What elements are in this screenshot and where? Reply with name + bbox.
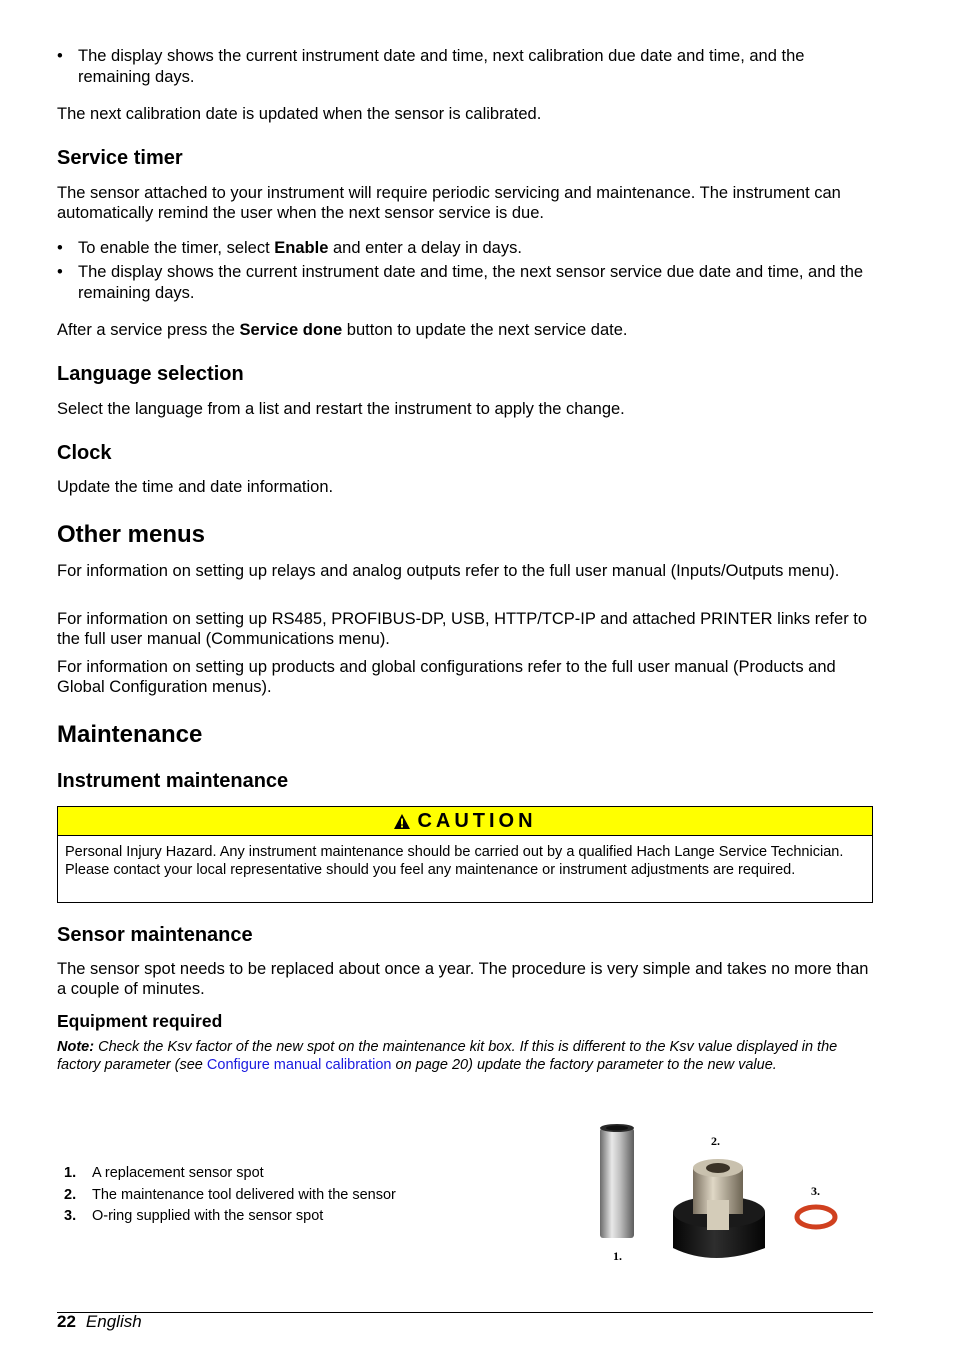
service-timer-paragraph: The sensor attached to your instrument will require periodic servicing and maintenance. The instrument can automatically remind the user when the next sensor service is due.: [57, 184, 841, 222]
paragraph-text: After a service press the: [57, 321, 240, 339]
instrument-maintenance-heading: Instrument maintenance: [57, 770, 289, 792]
sensor-spot-cylinder-shape: [600, 1124, 634, 1238]
equipment-required-heading: Equipment required: [57, 1011, 223, 1031]
note-text: Check the Ksv factor of the new spot on the maintenance kit box. If this is different to the Ksv value displayed in the factory parameter (see: [57, 1039, 838, 1073]
note-label: Note:: [57, 1039, 95, 1055]
service-done-paragraph: [57, 320, 873, 340]
list-item: • The display shows the current instrument date and time, the next sensor service due date and time, and the remaining days.: [57, 262, 873, 304]
equipment-list: [57, 1163, 517, 1228]
footer-divider: [57, 1312, 873, 1313]
bullet-text: and enter a delay in days.: [328, 239, 522, 257]
calibration-bullet-list: [57, 46, 873, 88]
o-ring-shape: [797, 1207, 835, 1227]
item-text: A replacement sensor spot: [92, 1165, 264, 1181]
caution-text: Personal Injury Hazard. Any instrument maintenance should be carried out by a qualified Hach Lange Service Technician. Please contact your local representative should you feel any maintenance or instrument adjustments are required.: [65, 844, 844, 878]
configure-manual-calibration-link[interactable]: Configure manual calibration: [206, 1057, 392, 1073]
list-item: [57, 1206, 517, 1228]
note-text: on page 20) update the factory parameter to the new value.: [391, 1057, 777, 1073]
service-done-term: Service done: [239, 321, 343, 339]
maintenance-heading: Maintenance: [57, 721, 203, 748]
note-paragraph: [57, 1038, 873, 1074]
item-number: 1.: [64, 1165, 77, 1181]
page-number: 22: [57, 1312, 76, 1331]
sensor-maintenance-heading: Sensor maintenance: [57, 924, 253, 946]
list-item: • The display shows the current instrument date and time, next calibration due date and time, and the remaining days.: [57, 46, 873, 88]
figure-label-1: 1.: [613, 1249, 622, 1263]
other-menus-heading: Other menus: [57, 521, 206, 548]
clock-heading: Clock: [57, 442, 112, 464]
sensor-maintenance-paragraph: The sensor spot needs to be replaced about once a year. The procedure is very simple and takes no more than a couple of minutes.: [57, 960, 869, 998]
list-item: [57, 1163, 517, 1185]
equipment-figure: [593, 1120, 850, 1272]
caution-label: CAUTION: [417, 809, 537, 832]
enable-term: Enable: [274, 239, 329, 257]
other-menus-paragraph-1: For information on setting up relays and analog outputs refer to the full user manual (Inputs/Outputs menu).: [57, 562, 840, 580]
item-text: O-ring supplied with the sensor spot: [92, 1208, 324, 1224]
service-timer-bullet-list: [57, 238, 873, 304]
figure-label-2: 2.: [711, 1134, 720, 1148]
list-item: [57, 238, 873, 259]
paragraph-text: button to update the next service date.: [342, 321, 628, 339]
bullet-text: To enable the timer, select: [78, 239, 275, 257]
language-selection-heading: Language selection: [57, 363, 244, 385]
caution-header: [58, 807, 872, 836]
warning-triangle-icon: [393, 813, 411, 830]
caution-box: [57, 806, 873, 903]
calibration-update-paragraph: The next calibration date is updated when the sensor is calibrated.: [57, 105, 542, 123]
equipment-illustration: [593, 1120, 850, 1272]
language-selection-paragraph: Select the language from a list and restart the instrument to apply the change.: [57, 400, 625, 418]
item-text: The maintenance tool delivered with the sensor: [92, 1186, 396, 1203]
other-menus-paragraph-3: For information on setting up products and global configurations refer to the full user manual (Products and Global Configuration menus).: [57, 658, 836, 696]
item-number: 2.: [64, 1186, 77, 1203]
maintenance-tool-shape: [673, 1159, 765, 1258]
figure-label-3: 3.: [811, 1184, 820, 1198]
page-footer: [57, 1312, 142, 1332]
other-menus-paragraph-2: For information on setting up RS485, PROFIBUS-DP, USB, HTTP/TCP-IP and attached PRINTER links refer to the full user manual (Communications menu).: [57, 610, 868, 648]
footer-language: English: [85, 1312, 142, 1331]
item-number: 3.: [64, 1208, 77, 1224]
clock-paragraph: Update the time and date information.: [57, 478, 334, 496]
list-item: [57, 1185, 517, 1207]
service-timer-heading: Service timer: [57, 147, 183, 169]
